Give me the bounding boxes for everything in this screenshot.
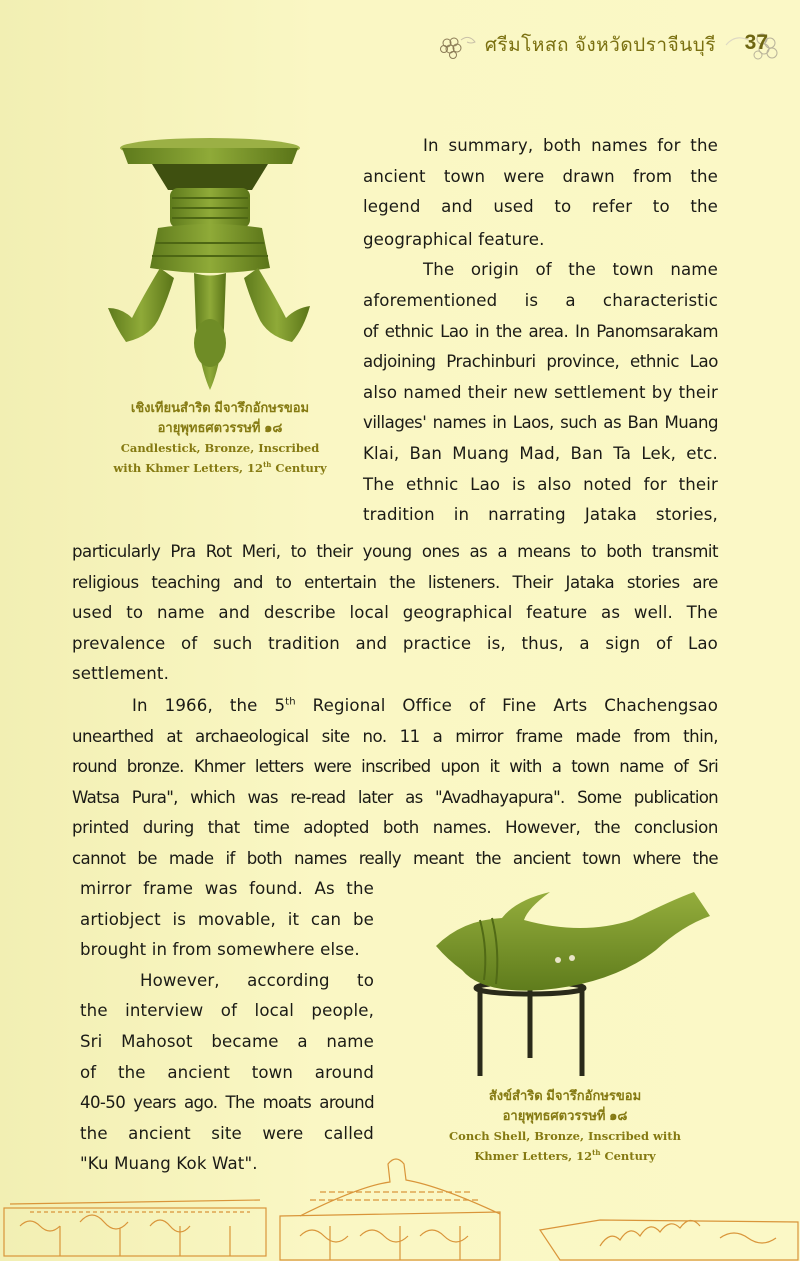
text-line: round bronze. Khmer letters were inscribed upon it with a town name of Sri — [72, 757, 718, 777]
text-line: prevalence of such tradition and practice is, thus, a sign of Lao — [72, 633, 718, 653]
text-line: Watsa Pura", which was re-read later as "Avadhayapura". Some publication — [72, 787, 718, 807]
frieze-panel-left — [4, 1200, 266, 1256]
text-line: The origin of the town name — [423, 260, 718, 280]
caption-superscript: th — [263, 460, 272, 470]
text-line: brought in from somewhere else. — [80, 940, 360, 960]
caption-thai-line: สังข์สำริด มีจารึกอักษรขอม — [488, 1088, 642, 1103]
caption-superscript: th — [592, 1148, 601, 1158]
text-line: aforementioned is a characteristic — [363, 290, 718, 310]
text-line: legend and used to refer to the — [363, 197, 718, 217]
text-line: adjoining Prachinburi province, ethnic Lao — [363, 352, 718, 372]
text-line: the ancient site were called — [80, 1123, 374, 1143]
text-line: tradition in narrating Jataka stories, — [363, 505, 718, 525]
paragraph-left-column — [80, 874, 374, 1180]
caption-thai-line: อายุพุทธศตวรรษที่ ๑๘ — [157, 420, 283, 435]
caption-english-line: Candlestick, Bronze, Inscribed — [120, 441, 320, 455]
paragraph-full-width-2 — [72, 691, 718, 875]
text-line: However, according to — [140, 970, 374, 990]
book-title: ศรีมโหสถ จังหวัดปราจีนบุรี — [484, 35, 716, 56]
frieze-panel-center — [280, 1159, 500, 1260]
text-line: mirror frame was found. As the — [80, 879, 374, 898]
candlestick-caption — [88, 398, 352, 478]
text-line: printed during that time adopted both names. However, the conclusion — [72, 818, 718, 838]
caption-thai-line: เชิงเทียนสำริด มีจารึกอักษรขอม — [130, 400, 310, 415]
conch-shell-image — [432, 880, 722, 1080]
caption-text: Khmer Letters, 12 — [474, 1149, 593, 1163]
caption-english-line: Conch Shell, Bronze, Inscribed with — [449, 1129, 681, 1143]
text-line: unearthed at archaeological site no. 11 a mirror frame made from thin, — [72, 726, 718, 746]
text-line: of ethnic Lao in the area. In Panomsarakam — [363, 321, 718, 341]
caption-text: Century — [600, 1149, 656, 1163]
caption-text: with Khmer Letters, 12 — [113, 461, 264, 475]
text-line: villages' names in Laos, such as Ban Muang — [363, 413, 718, 433]
decorative-frieze — [0, 1156, 800, 1261]
superscript: th — [285, 696, 296, 708]
candlestick-image — [102, 128, 316, 396]
frieze-panel-right — [540, 1220, 798, 1260]
text-line: particularly Pra Rot Meri, to their young ones as a means to both transmit — [72, 542, 718, 561]
text-line: religious teaching and to entertain the listeners. Their Jataka stories are — [72, 572, 718, 592]
page-number: 37 — [744, 31, 768, 54]
running-header — [437, 28, 782, 62]
text-line: the interview of local people, — [80, 1001, 374, 1021]
text-line: of the ancient town around — [80, 1062, 374, 1082]
text-line: also named their new settlement by their — [363, 382, 718, 402]
caption-english-line — [88, 458, 352, 478]
text-line: settlement. — [72, 664, 170, 684]
text-line: The ethnic Lao is also noted for their — [363, 474, 718, 494]
text-line: used to name and describe local geographical feature as well. The — [72, 603, 718, 623]
text-run: Regional Office of Fine Arts Chachengsao — [295, 696, 718, 715]
caption-text: Century — [271, 461, 327, 475]
text-line: cannot be made if both names really meant the ancient town where the — [72, 848, 718, 868]
text-line: artiobject is movable, it can be — [80, 909, 374, 929]
conch-shell-caption — [420, 1086, 710, 1166]
caption-thai-line: อายุพุทธศตวรรษที่ ๑๘ — [502, 1108, 628, 1123]
grape-ornament-icon — [437, 30, 479, 60]
text-line: Klai, Ban Muang Mad, Ban Ta Lek, etc. — [363, 443, 718, 463]
text-line: 40-50 years ago. The moats around — [80, 1093, 374, 1113]
text-line: geographical feature. — [363, 229, 545, 249]
text-line: "Ku Muang Kok Wat". — [80, 1154, 258, 1174]
text-line: Sri Mahosot became a name — [80, 1031, 374, 1051]
text-line: In summary, both names for the — [423, 136, 718, 155]
text-line: ancient town were drawn from the — [363, 166, 718, 186]
paragraph-right-column — [363, 131, 718, 531]
paragraph-full-width-1 — [72, 537, 718, 690]
text-run: In 1966, the 5 — [132, 696, 286, 715]
text-line — [72, 691, 718, 722]
